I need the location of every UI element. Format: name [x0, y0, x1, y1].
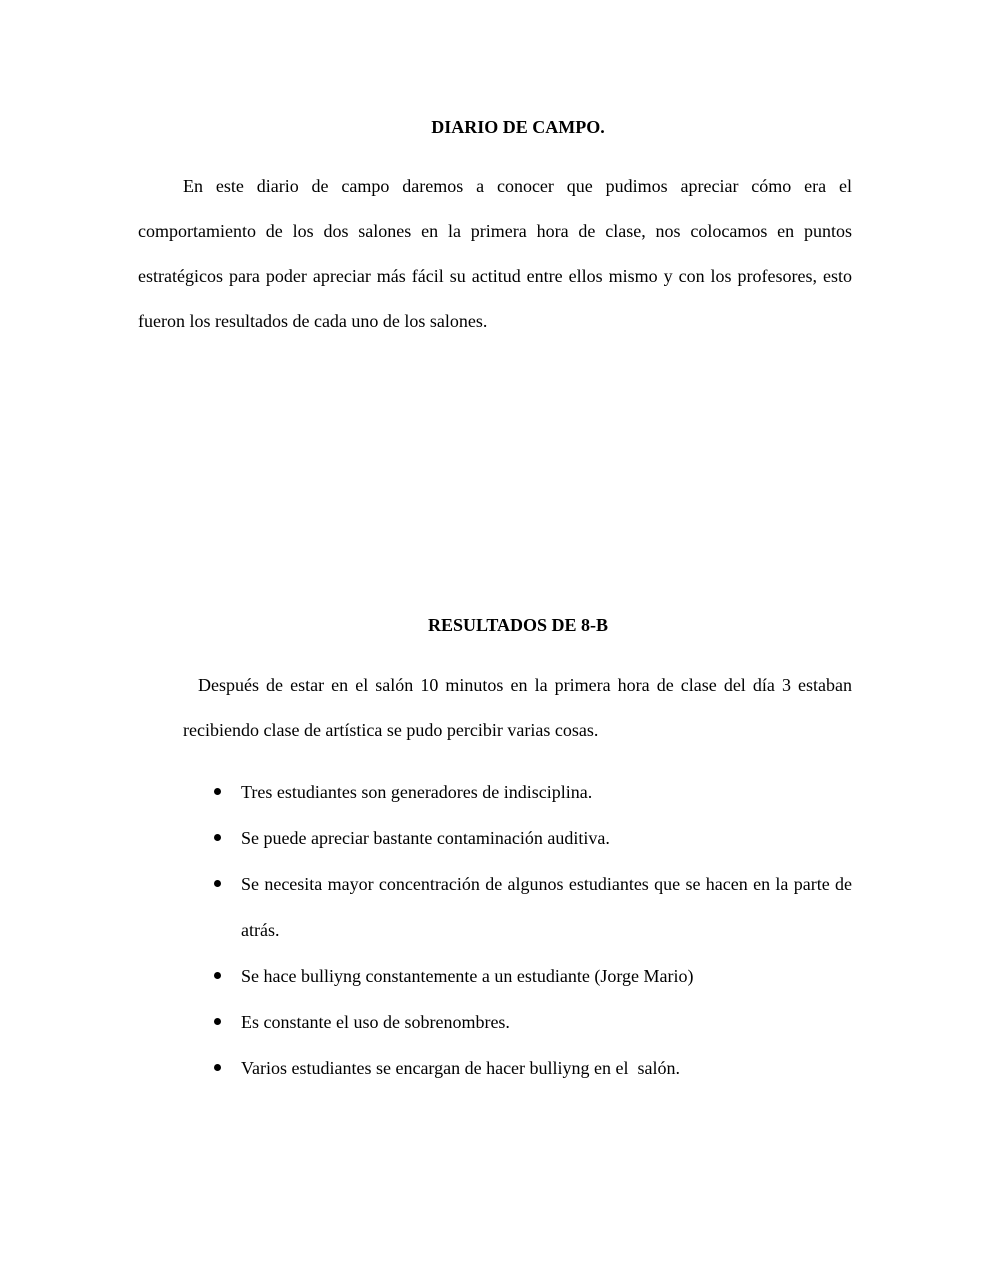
list-item — [241, 1045, 852, 1091]
results-paragraph: Después de estar en el salón 10 minutos en la primera hora de clase del día 3 estaban recibiendo clase de artística se pudo percibir varias cosas. — [183, 675, 852, 740]
results-list — [241, 769, 852, 1091]
list-item — [241, 769, 852, 815]
list-item-text: Es constante el uso de sobrenombres. — [241, 1012, 510, 1032]
list-item-text: Se puede apreciar bastante contaminación auditiva. — [241, 828, 610, 848]
section-title-diario: DIARIO DE CAMPO. — [431, 117, 605, 137]
bullet-icon — [214, 1018, 221, 1025]
bullet-icon — [214, 1064, 221, 1071]
section-title-resultados: RESULTADOS DE 8-B — [427, 615, 609, 635]
bullet-icon — [214, 834, 221, 841]
bullet-icon — [214, 972, 221, 979]
bullet-icon — [214, 788, 221, 795]
list-item — [241, 861, 852, 953]
list-item — [241, 999, 852, 1045]
list-item — [241, 953, 852, 999]
intro-paragraph: En este diario de campo daremos a conocer que pudimos apreciar cómo era el comportamiento de los dos salones en la primera hora de clase, nos colocamos en puntos estratégicos para poder apreciar más fácil su actitud entre ellos mismo y con los profesores, esto fueron los resultados de cada uno de los salones. — [138, 176, 852, 331]
bullet-icon — [214, 880, 221, 887]
list-item-text: Se necesita mayor concentración de algunos estudiantes que se hacen en la parte de atrás. — [241, 874, 852, 940]
list-item-text: Se hace bulliyng constantemente a un estudiante (Jorge Mario) — [241, 966, 694, 986]
list-item — [241, 815, 852, 861]
list-item-text: Varios estudiantes se encargan de hacer bulliyng en el salón. — [241, 1058, 681, 1078]
list-item-text: Tres estudiantes son generadores de indisciplina. — [241, 782, 593, 802]
